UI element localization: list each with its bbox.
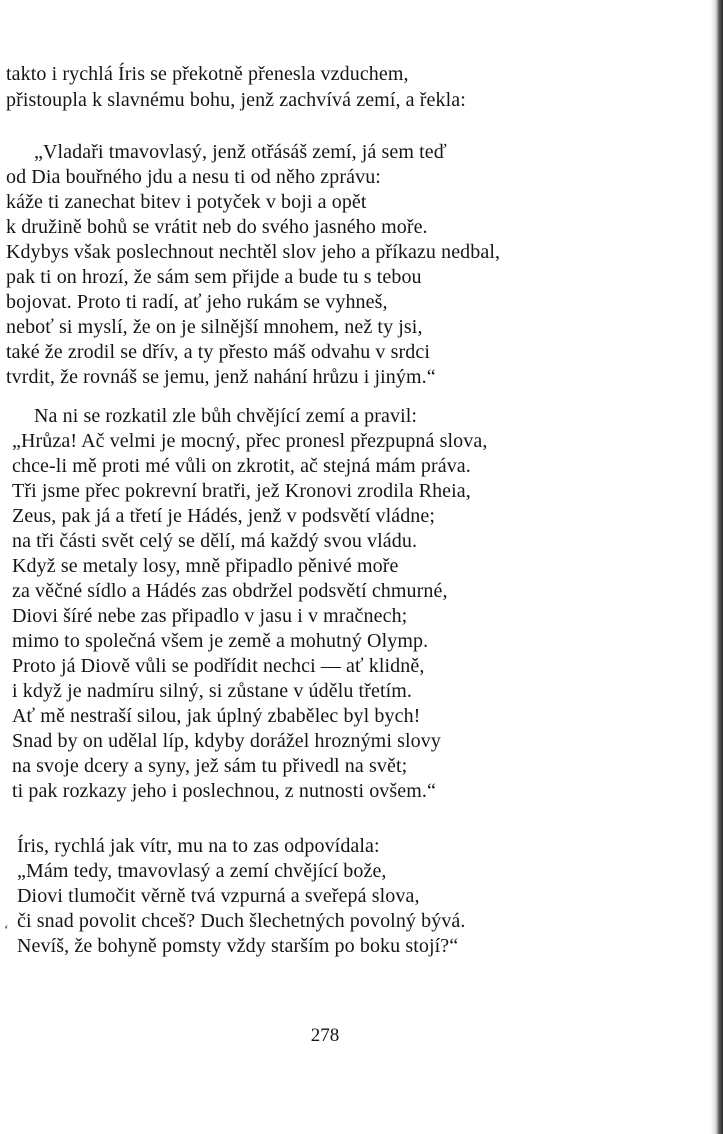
verse-line: Zeus, pak já a třetí je Hádés, jenž v podsvětí vládne; bbox=[12, 505, 436, 527]
verse-line: ti pak rozkazy jeho i poslechnou, z nutnosti ovšem.“ bbox=[12, 780, 436, 802]
verse-line: „Hrůza! Ač velmi je mocný, přec pronesl přezpupná slova, bbox=[12, 430, 488, 452]
verse-line: Tři jsme přec pokrevní bratři, jež Kronovi zrodila Rheia, bbox=[12, 480, 471, 502]
verse-line: Proto já Diově vůli se podřídit nechci — ať klidně, bbox=[12, 655, 425, 677]
verse-line: takto i rychlá Íris se překotně přenesla vzduchem, bbox=[6, 63, 409, 85]
verse-line: či snad povolit chceš? Duch šlechetných povolný bývá. bbox=[17, 910, 466, 932]
verse-line: „Vladaři tmavovlasý, jenž otřásáš zemí, já sem teď bbox=[34, 141, 447, 163]
verse-line: Nevíš, že bohyně pomsty vždy starším po boku stojí?“ bbox=[17, 935, 459, 957]
verse-line: Diovi šíré nebe zas připadlo v jasu i v mračnech; bbox=[12, 605, 408, 627]
verse-line: k družině bohů se vrátit neb do svého jasného moře. bbox=[6, 216, 428, 238]
verse-line: Snad by on udělal líp, kdyby dorážel hroznými slovy bbox=[12, 730, 441, 752]
verse-line: bojovat. Proto ti radí, ať jeho rukám se vyhneš, bbox=[6, 291, 388, 313]
verse-line: neboť si myslí, že on je silnější mnohem, než ty jsi, bbox=[6, 316, 423, 338]
verse-line: i když je nadmíru silný, si zůstane v údělu třetím. bbox=[12, 680, 413, 702]
verse-line: chce-li mě proti mé vůli on zkrotit, ač stejná mám práva. bbox=[12, 455, 471, 477]
verse-line: tvrdit, že rovnáš se jemu, jenž nahání hrůzu i jiným.“ bbox=[6, 366, 436, 388]
book-spine-shadow bbox=[711, 0, 723, 1134]
verse-line: také že zrodil se dřív, a ty přesto máš odvahu v srdci bbox=[6, 341, 430, 363]
verse-line: na tři části svět celý se dělí, má každý svou vládu. bbox=[12, 530, 418, 552]
page-number: 278 bbox=[310, 1025, 340, 1046]
verse-line: za věčné sídlo a Hádés zas obdržel podsvětí chmurné, bbox=[12, 580, 448, 602]
stray-ink-mark: ʻ bbox=[4, 923, 9, 938]
verse-line: Diovi tlumočit věrně tvá vzpurná a sveřepá slova, bbox=[17, 885, 420, 907]
verse-line: od Dia bouřného jdu a nesu ti od něho zprávu: bbox=[6, 166, 381, 188]
verse-line: „Mám tedy, tmavovlasý a zemí chvějící bože, bbox=[17, 860, 387, 882]
verse-line: mimo to společná všem je země a mohutný Olymp. bbox=[12, 630, 429, 652]
verse-line: káže ti zanechat bitev i potyček v boji a opět bbox=[6, 191, 367, 213]
verse-line: Íris, rychlá jak vítr, mu na to zas odpovídala: bbox=[17, 835, 380, 857]
verse-line: Na ni se rozkatil zle bůh chvějící zemí a pravil: bbox=[34, 405, 418, 427]
verse-line: pak ti on hrozí, že sám sem přijde a bude tu s tebou bbox=[6, 266, 422, 288]
verse-line: na svoje dcery a syny, jež sám tu přivedl na svět; bbox=[12, 755, 408, 777]
verse-line: Ať mě nestraší silou, jak úplný zbabělec byl bych! bbox=[12, 705, 421, 727]
verse-line: přistoupla k slavnému bohu, jenž zachvívá zemí, a řekla: bbox=[6, 89, 466, 111]
verse-line: Kdybys však poslechnout nechtěl slov jeho a příkazu nedbal, bbox=[6, 241, 501, 263]
verse-line: Když se metaly losy, mně připadlo pěnivé moře bbox=[12, 555, 399, 577]
